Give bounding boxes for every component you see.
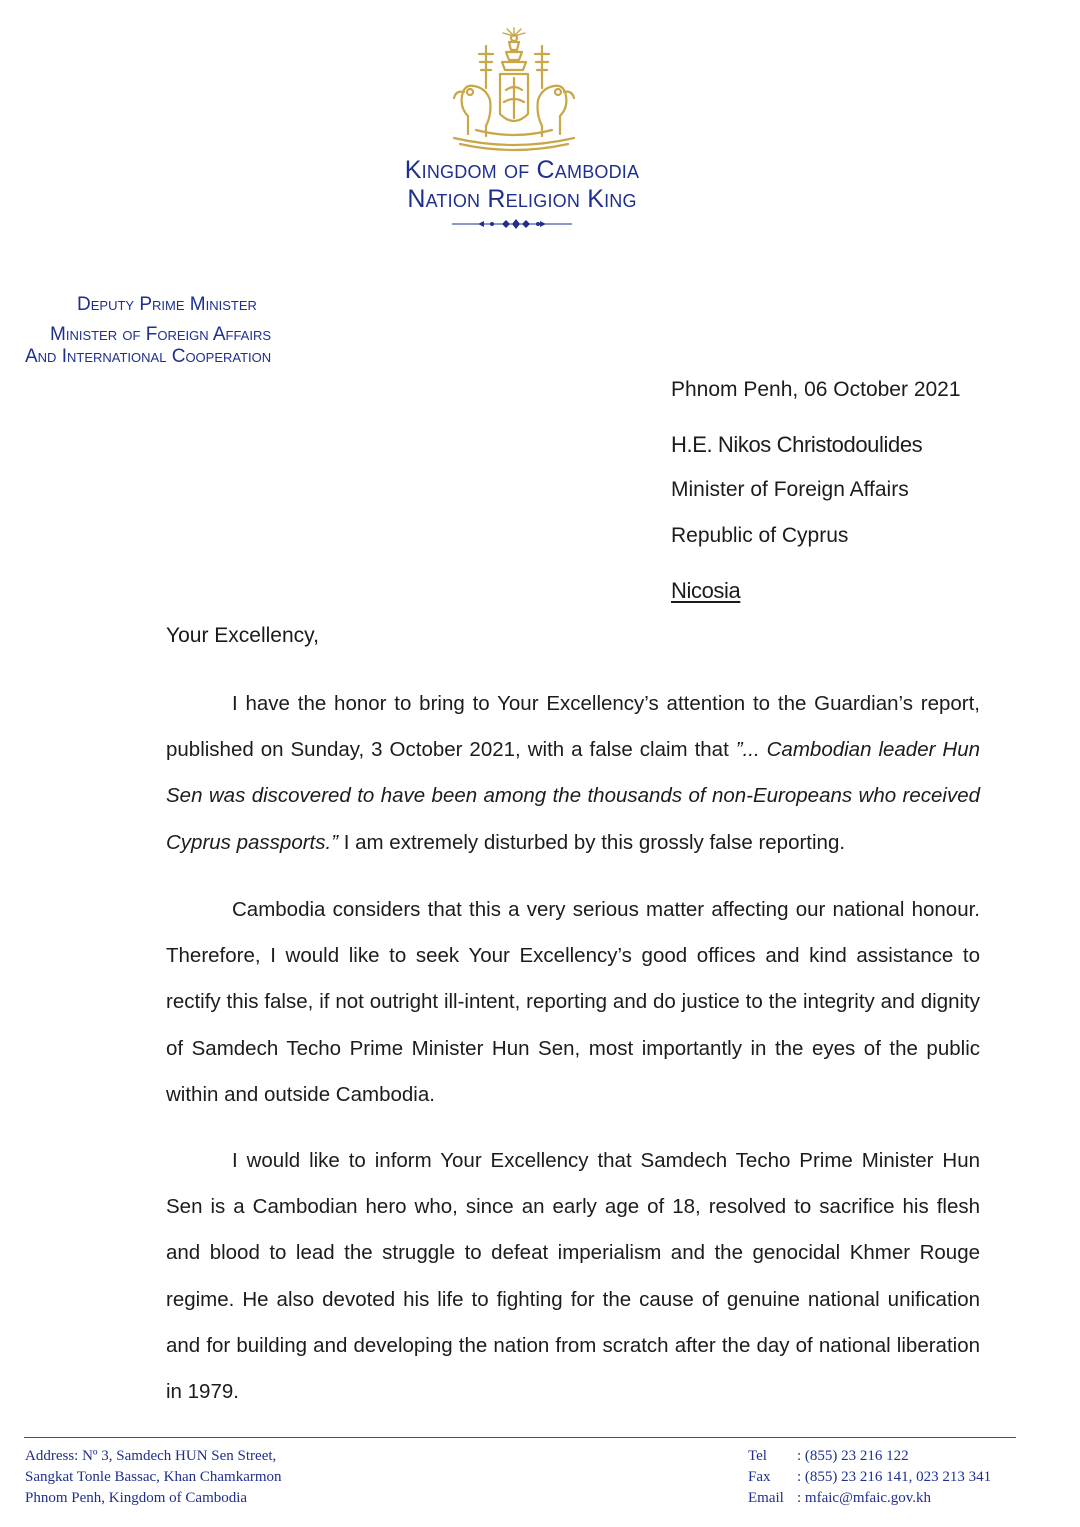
ministry-line-deputy-pm: Deputy Prime Minister — [77, 294, 257, 315]
paragraph-1-quote: ”... Cambodian leader Hun Sen was discovered to have been among the thousands of non-Europeans who received Cyprus passports.” — [166, 738, 981, 854]
footer-address-line-1: Address: Nº 3, Samdech HUN Sen Street, — [25, 1448, 277, 1464]
paragraph-3: I would like to inform Your Excellency that Samdech Techo Prime Minister Hun Sen is a Cambodian hero who, since an early age of 18, resolved to sacrifice his flesh and blood to lead the struggle to defeat imperialism and the genocidal Khmer Rouge regime. He also devoted his life to fighting for the cause of genuine national unification and for building and developing the nation from scratch after the day of national liberation in 1979. — [166, 1149, 980, 1404]
royal-coat-of-arms-emblem — [446, 26, 582, 156]
footer-divider — [24, 1437, 1016, 1438]
paragraph-1-text-a: I have the honor to bring to Your Excellency’s attention to the Guardian’s report, published on Sunday, 3 October 2021, with a false claim that — [166, 692, 980, 762]
footer-address-line-2: Sangkat Tonle Bassac, Khan Chamkarmon — [25, 1469, 282, 1485]
footer-tel-label: Tel — [748, 1448, 767, 1464]
footer-email-label: Email — [748, 1490, 784, 1506]
kingdom-title: Kingdom of Cambodia — [404, 156, 640, 184]
national-motto: Nation Religion King — [407, 185, 637, 213]
ministry-line-cooperation: And International Cooperation — [25, 346, 272, 367]
recipient-city: Nicosia — [671, 578, 741, 603]
recipient-name: H.E. Nikos Christodoulides — [671, 432, 923, 457]
paragraph-1-text-b: I am extremely disturbed by this grossly false reporting. — [338, 830, 846, 854]
recipient-title: Minister of Foreign Affairs — [671, 478, 909, 501]
ministry-line-foreign-affairs: Minister of Foreign Affairs — [50, 324, 272, 345]
footer-fax-value: : (855) 23 216 141, 023 213 341 — [797, 1469, 992, 1485]
footer-email-value: : mfaic@mfaic.gov.kh — [797, 1490, 932, 1506]
footer-address-line-3: Phnom Penh, Kingdom of Cambodia — [25, 1490, 248, 1506]
footer-fax-label: Fax — [748, 1469, 771, 1485]
letter-date: Phnom Penh, 06 October 2021 — [671, 378, 961, 401]
footer-tel-value: : (855) 23 216 122 — [797, 1448, 909, 1464]
decorative-divider-ornament — [452, 217, 572, 231]
salutation: Your Excellency, — [166, 624, 319, 647]
recipient-country: Republic of Cyprus — [671, 524, 849, 547]
paragraph-2: Cambodia considers that this a very serious matter affecting our national honour. Therefore, I would like to seek Your Excellency’s good offices and kind assistance to rectify this false, if not outright ill-intent, reporting and do justice to the integrity and dignity of Samdech Techo Prime Minister Hun Sen, most importantly in the eyes of the public within and outside Cambodia. — [166, 898, 980, 1106]
paragraph-1 — [166, 681, 980, 866]
